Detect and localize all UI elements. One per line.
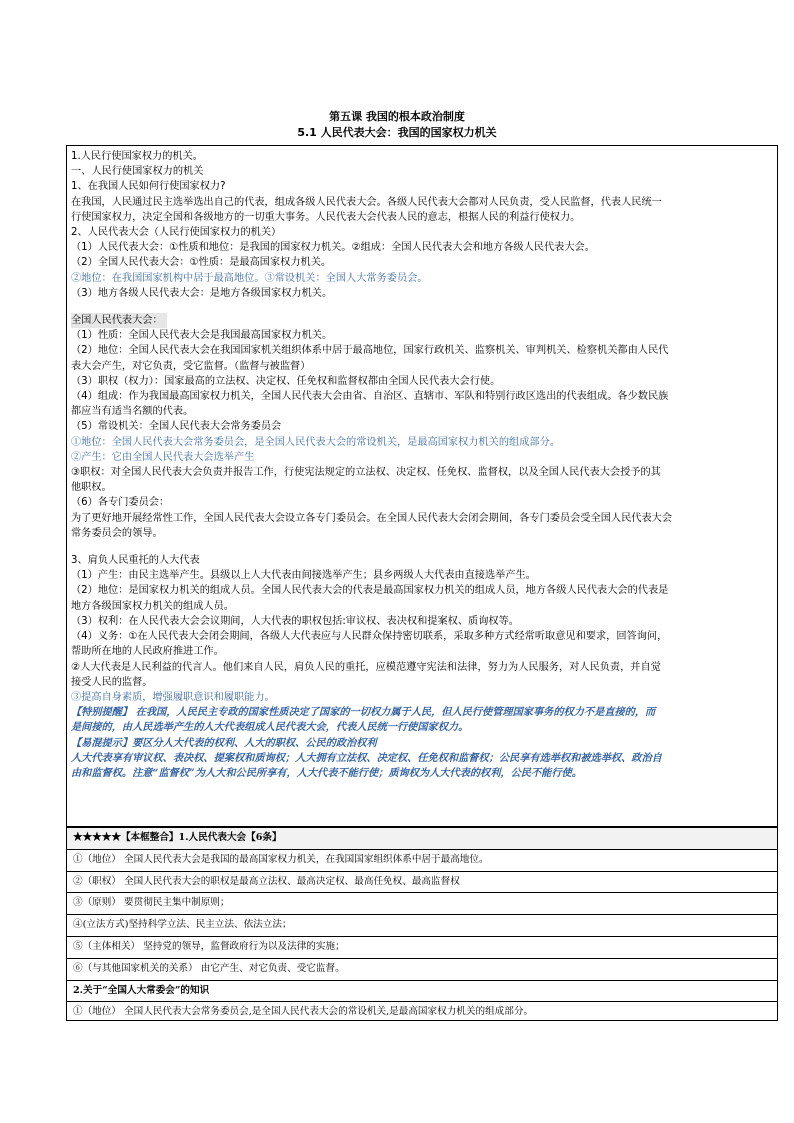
note-line: （3）职权（权力）：国家最高的立法权、决定权、任免权和监督权都由全国人民代表大会行使。 [71,375,501,387]
summary-row: ④(立法方式)坚持科学立法、民主立法、依法立法； [67,915,777,937]
note-line: （4）组成：作为我国最高国家权力机关，全国人民代表大会由省、自治区、直辖市、军队和特别行政区选出的代表组成。各少数民族 [71,391,669,403]
note-line: 常务委员会的领导。 [71,527,163,539]
note-line: 表大会产生，对它负责，受它监督。（监督与被监督） [71,360,311,372]
note-line: （5）常设机关：全国人民代表大会常务委员会 [71,421,282,433]
note-line: 行使国家权力，决定全国和各级地方的一切重大事务。人民代表大会代表人民的意志，根据人民的利益行使权力。 [71,211,581,223]
note-line: 2、人民代表大会（人民行使国家权力的机关） [71,227,282,239]
note-line: （6）各专门委员会： [71,497,170,509]
note-line: （2）地位：是国家权力机关的组成人员。全国人民代表大会的代表是最高国家权力机关的组成人员，地方各级人民代表大会的代表是 [71,585,669,597]
summary-table [66,827,778,1021]
summary-row: ⑤（主体相关） 坚持党的领导，监督政府行为以及法律的实施； [67,937,777,959]
summary-row: ③（原则） 要贯彻民主集中制原则； [67,893,777,915]
summary-row: ⑥（与其他国家机关的关系） 由它产生、对它负责、受它监督。 [67,959,777,981]
notes-box [66,145,778,827]
note-line: 他职权。 [71,482,112,494]
note-line: （3）权利：在人民代表大会会议期间，人大代表的职权包括:审议权、表决权和提案权、质询权等。 [71,615,519,627]
summary-row: ①（地位） 全国人民代表大会常务委员会,是全国人民代表大会的常设机关,是最高国家权力机关的组成部分。 [73,1006,534,1018]
note-line: ③职权：对全国人民代表大会负责并报告工作，行使宪法规定的立法权、决定权、任免权、监督权，以及全国人民代表大会授予的其 [71,467,661,479]
spacer [71,541,773,553]
note-line: 【易混提示】要区分人大代表的权利、人大的职权、公民的政治权利 [71,736,377,749]
note-line: 由和监督权。注意“监督权”为人大和公民所享有，人大代表不能行使；质询权为人大代表的权利，公民不能行使。 [71,766,582,779]
note-line: 在我国，人民通过民主选举选出自己的代表，组成各级人民代表大会。各级人民代表大会都对人民负责，受人民监督，代表人民统一 [71,196,662,208]
note-line: ②地位：在我国国家机构中居于最高地位。③常设机关：全国人大常务委员会。 [71,272,428,284]
note-line: 【特别提醒】 在我国，人民民主专政的国家性质决定了国家的一切权力属于人民，但人民行使管理国家事务的权力不是直接的，而 [71,706,656,719]
note-line: 一、人民行使国家权力的机关 [71,166,204,178]
summary-row: 2.关于“全国人大常委会”的知识 [67,981,777,1003]
note-line: （1）人民代表大会：①性质和地位：是我国的国家权力机关。②组成：全国人民代表大会和地方各级人民代表大会。 [71,242,595,254]
highlighted-heading: 全国人民代表大会： [71,313,167,328]
title-block [0,110,794,140]
note-line: （1）性质：全国人民代表大会是我国最高国家权力机关。 [71,330,333,342]
note-line: 地方各级国家权力机关的组成人员。 [71,600,234,612]
note-line [71,313,773,328]
note-line: 是间接的，由人民选举产生的人大代表组成人民代表大会，代表人民统一行使国家权力。 [71,721,469,734]
note-line: （2）全国人民代表大会：①性质：是最高国家权力机关。 [71,257,332,269]
note-line: ②产生：它由全国人民代表大会选举产生 [71,451,255,463]
spacer [71,301,773,313]
note-line: 3、肩负人民重托的人大代表 [71,555,200,567]
note-line: ①地位：全国人民代表大会常务委员会，是全国人民代表大会的常设机关，是最高国家权力机关的组成部分。 [71,436,560,448]
note-line: （2）地位：全国人民代表大会在我国国家机关组织体系中居于最高地位，国家行政机关、监察机关、审判机关、检察机关都由人民代 [71,345,669,357]
note-line: 接受人民的监督。 [71,676,153,688]
note-line: ③提高自身素质，增强履职意识和履职能力。 [71,691,275,703]
note-line: 1.人民行使国家权力的机关。 [71,151,203,162]
note-line: 都应当有适当名额的代表。 [71,406,194,418]
note-line: ②人大代表是人民利益的代言人。他们来自人民，肩负人民的重托，应模范遵守宪法和法律，努力为人民服务，对人民负责，并自觉 [71,661,661,673]
note-line: 帮助所在地的人民政府推进工作。 [71,646,224,658]
notes-content [67,146,777,781]
summary-header-row: ★★★★★【本框整合】1.人民代表大会【6条】 [67,828,777,850]
note-line: （4）义务：①在人民代表大会闭会期间，各级人大代表应与人民群众保持密切联系，采取多种方式经常听取意见和要求，回答询问， [71,631,668,643]
note-line: （1）产生：由民主选举产生。县级以上人大代表由间接选举产生；县乡两级人大代表由直接选举产生。 [71,570,536,582]
lesson-title: 第五课 我国的根本政治制度 [329,110,465,123]
summary-row: ①（地位） 全国人民代表大会是我国的最高国家权力机关，在我国国家组织体系中居于最高地位。 [67,850,777,872]
summary-row: ②（职权） 全国人民代表大会的职权是最高立法权、最高决定权、最高任免权、最高监督权 [67,872,777,894]
note-line: 人大代表享有审议权、表决权、提案权和质询权；人大拥有立法权、决定权、任免权和监督权；公民享有选举权和被选举权、政治自 [71,751,662,764]
note-line: 为了更好地开展经常性工作，全国人民代表大会设立各专门委员会。在全国人民代表大会闭会期间，各专门委员会受全国人民代表大会 [71,512,673,524]
section-title: 5.1 人民代表大会：我国的国家权力机关 [297,126,497,139]
note-line: （3）地方各级人民代表大会：是地方各级国家权力机关。 [71,287,333,299]
note-line: 1、在我国人民如何行使国家权力? [71,181,226,193]
